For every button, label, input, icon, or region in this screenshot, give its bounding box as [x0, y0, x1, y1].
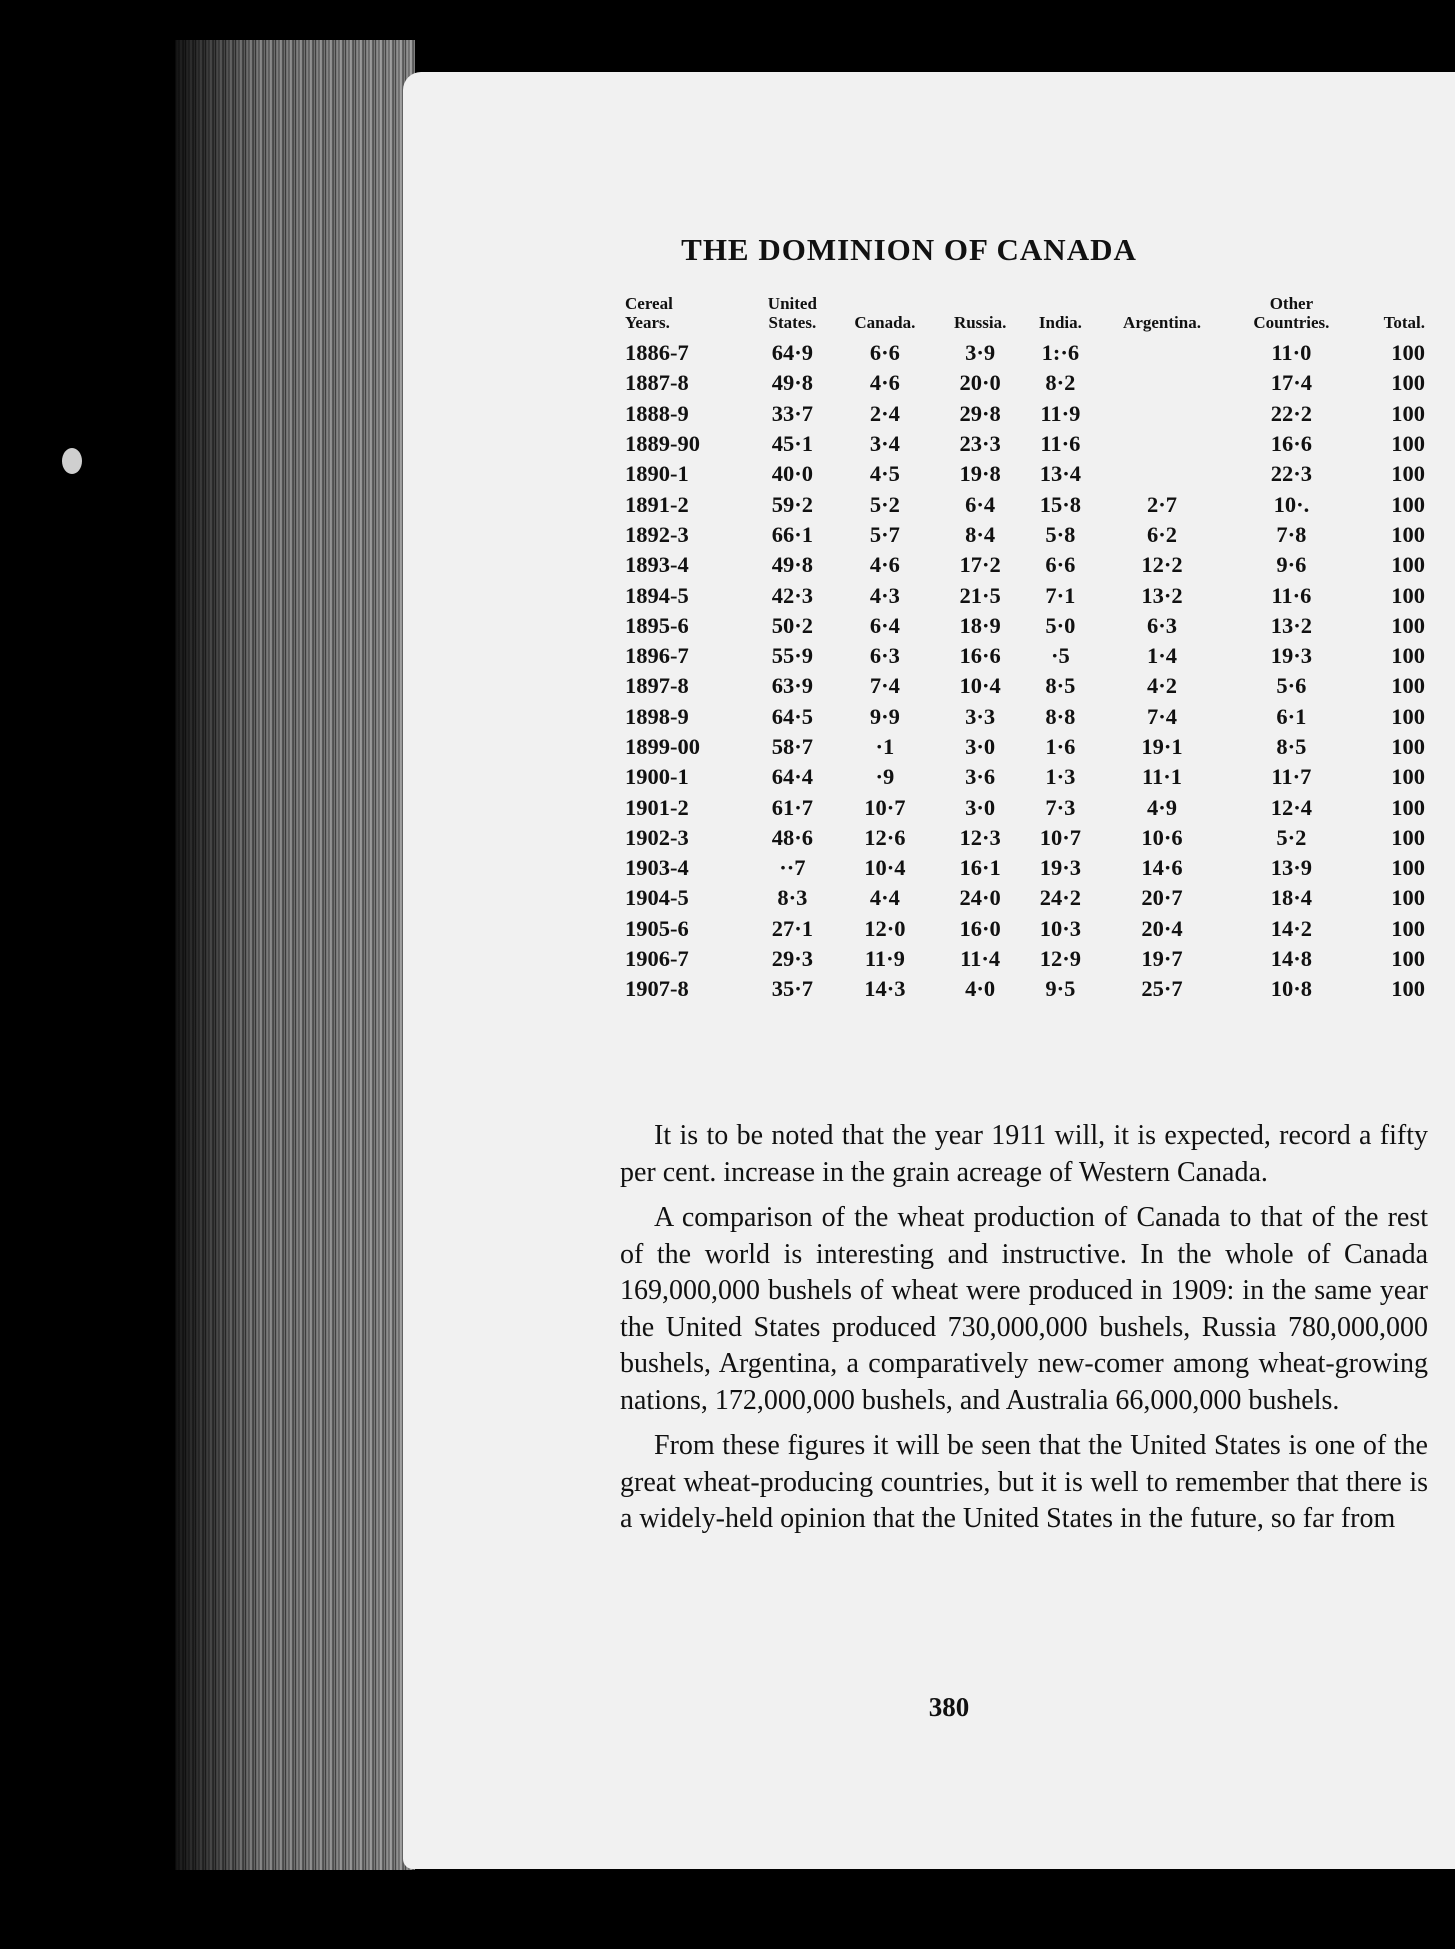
cell-argentina: 19·1	[1141, 734, 1183, 759]
cell-total: 100	[1391, 521, 1425, 547]
cell-russia: 20·0	[959, 370, 1001, 396]
cell-year: 1895-6	[625, 612, 689, 638]
table-row	[625, 762, 1425, 792]
cell-russia: 16·1	[959, 855, 1001, 881]
body-text	[620, 1118, 1428, 1547]
cell-total: 100	[1391, 764, 1425, 790]
cell-total: 100	[1391, 461, 1425, 487]
cell-united-states: 33·7	[771, 400, 813, 426]
cell-argentina: 13·2	[1141, 582, 1183, 608]
cell-canada: 6·4	[869, 612, 900, 638]
cell-year: 1894-5	[625, 582, 689, 608]
table-row	[625, 459, 1425, 489]
cell-russia: 3·3	[965, 703, 996, 729]
cell-year: 1888-9	[625, 400, 689, 426]
header-argentina: Argentina.	[1123, 313, 1201, 332]
cell-united-states: 50·2	[771, 612, 813, 638]
cell-year: 1901-2	[625, 794, 689, 820]
cell-year: 1886-7	[625, 340, 689, 366]
cell-russia: 3·9	[965, 340, 996, 366]
cell-united-states: 64·5	[771, 703, 813, 729]
table-row	[625, 641, 1425, 671]
table-row	[625, 792, 1425, 822]
cell-russia: 17·2	[959, 552, 1001, 578]
cell-argentina: 1·4	[1147, 643, 1178, 669]
cell-total: 100	[1391, 582, 1425, 608]
cell-other-countries: 13·9	[1270, 855, 1313, 881]
cell-other-countries: 5·6	[1276, 673, 1307, 699]
cell-united-states: 49·8	[771, 552, 813, 578]
cell-canada: 10·7	[864, 794, 906, 820]
cell-other-countries: 11·7	[1271, 764, 1312, 790]
header-india: India.	[1038, 313, 1082, 332]
cell-year: 1889-90	[625, 431, 700, 457]
table-row	[625, 883, 1425, 913]
cell-argentina: 19·7	[1141, 946, 1183, 972]
cell-russia: 12·3	[959, 824, 1001, 850]
cell-total: 100	[1391, 855, 1425, 881]
cell-india: ·5	[1050, 643, 1070, 669]
cell-other-countries: 16·6	[1270, 431, 1313, 457]
table-row	[625, 671, 1425, 701]
table-body	[625, 338, 1425, 1005]
cell-united-states: 66·1	[771, 521, 813, 547]
cell-argentina	[1097, 399, 1228, 429]
cell-canada: 4·6	[869, 370, 900, 396]
header-line: Years.	[625, 313, 670, 332]
cell-canada: ·1	[875, 734, 895, 759]
cell-other-countries: 8·5	[1276, 734, 1307, 759]
cell-other-countries: 11·0	[1271, 340, 1312, 366]
cell-year: 1905-6	[625, 915, 689, 941]
cell-russia: 3·0	[965, 794, 996, 820]
book-page-edges	[175, 40, 415, 1870]
table-row	[625, 429, 1425, 459]
cell-total: 100	[1391, 734, 1425, 759]
cell-united-states: 35·7	[771, 976, 813, 1002]
cell-argentina: 4·9	[1147, 794, 1178, 820]
cell-russia: 18·9	[959, 612, 1001, 638]
cell-united-states: 61·7	[771, 794, 813, 820]
cell-year: 1896-7	[625, 643, 689, 669]
cell-other-countries: 22·2	[1270, 400, 1313, 426]
cell-russia: 3·0	[965, 734, 996, 759]
cell-russia: 16·6	[959, 643, 1001, 669]
cell-united-states: 8·3	[777, 885, 808, 911]
cell-other-countries: 9·6	[1276, 552, 1307, 578]
cell-united-states: 63·9	[771, 673, 813, 699]
header-other-countries	[1228, 294, 1356, 338]
cell-total: 100	[1391, 976, 1425, 1002]
cell-india: 12·9	[1039, 946, 1081, 972]
cell-canada: 6·6	[869, 340, 900, 366]
cell-united-states: 29·3	[771, 946, 813, 972]
cell-india: 10·7	[1039, 824, 1081, 850]
cell-argentina: 4·2	[1147, 673, 1178, 699]
paragraph: It is to be noted that the year 1911 will, it is expected, record a fifty per cent. increase in the grain acreage of Western Canada.	[620, 1120, 1428, 1188]
cell-canada: 7·4	[869, 673, 900, 699]
cell-india: 7·3	[1045, 794, 1076, 820]
cell-russia: 19·8	[959, 461, 1001, 487]
cell-other-countries: 22·3	[1270, 461, 1313, 487]
cell-other-countries: 13·2	[1270, 612, 1313, 638]
cell-year: 1890-1	[625, 461, 689, 487]
cell-india: 19·3	[1039, 855, 1081, 881]
cell-year: 1903-4	[625, 855, 689, 881]
header-total: Total.	[1383, 313, 1425, 332]
cell-india: 9·5	[1045, 976, 1076, 1002]
cell-india: 5·8	[1045, 521, 1076, 547]
header-line: Cereal	[625, 294, 673, 313]
cell-india: 13·4	[1039, 461, 1081, 487]
table-row	[625, 732, 1425, 762]
cell-russia: 8·4	[965, 521, 996, 547]
cell-india: 11·9	[1040, 400, 1081, 426]
cell-total: 100	[1391, 643, 1425, 669]
table-row	[625, 399, 1425, 429]
cell-total: 100	[1391, 370, 1425, 396]
cell-total: 100	[1391, 612, 1425, 638]
table-row	[625, 702, 1425, 732]
cell-india: 8·8	[1045, 703, 1076, 729]
cell-other-countries: 14·8	[1270, 946, 1313, 972]
cell-canada: 3·4	[869, 431, 900, 457]
cell-year: 1898-9	[625, 703, 689, 729]
cell-year: 1899-00	[625, 734, 700, 759]
cell-india: 7·1	[1045, 582, 1076, 608]
cell-united-states: ··7	[779, 855, 806, 881]
cell-india: 8·2	[1045, 370, 1076, 396]
cell-russia: 23·3	[959, 431, 1001, 457]
table-row	[625, 580, 1425, 610]
cell-total: 100	[1391, 491, 1425, 517]
cell-argentina: 2·7	[1147, 491, 1178, 517]
cell-total: 100	[1391, 824, 1425, 850]
cell-russia: 16·0	[959, 915, 1001, 941]
cell-united-states: 64·4	[771, 764, 813, 790]
cell-united-states: 49·8	[771, 370, 813, 396]
cell-india: 1·6	[1045, 734, 1076, 759]
header-line: States.	[768, 313, 817, 332]
cell-total: 100	[1391, 794, 1425, 820]
table-row	[625, 489, 1425, 519]
running-head: THE DOMINION OF CANADA	[681, 232, 1137, 267]
cell-argentina: 20·4	[1141, 915, 1183, 941]
cell-india: 10·3	[1039, 915, 1081, 941]
cell-year: 1893-4	[625, 552, 689, 578]
cell-united-states: 58·7	[771, 734, 813, 759]
cell-other-countries: 18·4	[1270, 885, 1313, 911]
header-line: Countries.	[1253, 313, 1330, 332]
cell-other-countries: 10·8	[1270, 976, 1313, 1002]
table-row	[625, 368, 1425, 398]
cell-india: 15·8	[1039, 491, 1081, 517]
cell-india: 1·3	[1045, 764, 1076, 790]
header-canada: Canada.	[854, 313, 916, 332]
cell-united-states: 48·6	[771, 824, 813, 850]
cell-canada: 10·4	[864, 855, 906, 881]
cell-other-countries: 6·1	[1276, 703, 1307, 729]
cell-year: 1900-1	[625, 764, 689, 790]
cell-total: 100	[1391, 552, 1425, 578]
cell-russia: 3·6	[965, 764, 996, 790]
cell-other-countries: 12·4	[1270, 794, 1313, 820]
cell-canada: 5·7	[869, 521, 900, 547]
cell-canada: 5·2	[869, 491, 900, 517]
cell-india: 24·2	[1039, 885, 1081, 911]
cell-total: 100	[1391, 946, 1425, 972]
cell-other-countries: 19·3	[1270, 643, 1313, 669]
header-line: Other	[1269, 294, 1314, 313]
cell-argentina: 6·3	[1147, 612, 1178, 638]
cell-argentina: 11·1	[1142, 764, 1183, 790]
cell-canada: 4·5	[869, 461, 900, 487]
cell-india: 11·6	[1040, 431, 1081, 457]
cell-total: 100	[1391, 673, 1425, 699]
cell-total: 100	[1391, 340, 1425, 366]
cell-united-states: 40·0	[771, 461, 813, 487]
cell-total: 100	[1391, 885, 1425, 911]
cell-year: 1887-8	[625, 370, 689, 396]
header-united-states	[751, 294, 834, 338]
cell-total: 100	[1391, 703, 1425, 729]
table-row	[625, 611, 1425, 641]
cell-united-states: 42·3	[771, 582, 813, 608]
cell-other-countries: 17·4	[1270, 370, 1313, 396]
cell-argentina: 10·6	[1141, 824, 1183, 850]
cell-argentina: 6·2	[1147, 521, 1178, 547]
book-page	[403, 72, 1455, 1869]
cell-total: 100	[1391, 431, 1425, 457]
header-cereal-years	[625, 294, 751, 338]
cell-argentina	[1097, 368, 1228, 398]
cell-united-states: 64·9	[771, 340, 813, 366]
cell-other-countries: 11·6	[1271, 582, 1312, 608]
cell-canada: 6·3	[869, 643, 900, 669]
header-russia: Russia.	[953, 313, 1007, 332]
cell-russia: 4·0	[965, 976, 996, 1002]
cell-argentina	[1097, 459, 1228, 489]
cell-russia: 24·0	[959, 885, 1001, 911]
cell-year: 1902-3	[625, 824, 689, 850]
cell-total: 100	[1391, 400, 1425, 426]
cell-canada: 12·0	[864, 915, 906, 941]
cell-canada: 2·4	[869, 400, 900, 426]
cell-argentina	[1097, 429, 1228, 459]
cell-canada: 14·3	[864, 976, 906, 1002]
page-number: 380	[928, 1692, 970, 1722]
cell-united-states: 27·1	[771, 915, 813, 941]
cell-canada: 4·6	[869, 552, 900, 578]
cell-russia: 11·4	[960, 946, 1001, 972]
table-row	[625, 338, 1425, 368]
cell-other-countries: 7·8	[1276, 521, 1307, 547]
cell-united-states: 45·1	[771, 431, 813, 457]
paragraph: A comparison of the wheat production of Canada to that of the rest of the world is interesting and instructive. In the whole of Canada 169,000,000 bushels of wheat were produced in 1909: in the same year the United States produced 730,000,000 bushels, Russia 780,000,000 bushels, Argentina, a comparatively new-comer among wheat-growing nations, 172,000,000 bushels, and Australia 66,000,000 bushels.	[620, 1202, 1428, 1416]
cell-other-countries: 5·2	[1276, 824, 1307, 850]
table-header-row	[625, 294, 1425, 338]
cell-argentina	[1097, 338, 1228, 368]
table-row	[625, 914, 1425, 944]
cell-argentina: 12·2	[1141, 552, 1183, 578]
scan-speck	[62, 448, 82, 474]
cell-india: 6·6	[1045, 552, 1076, 578]
cell-year: 1891-2	[625, 491, 689, 517]
cell-canada: 11·9	[864, 946, 905, 972]
cell-argentina: 7·4	[1147, 703, 1178, 729]
header-line: United	[767, 294, 817, 313]
cell-russia: 21·5	[959, 582, 1001, 608]
table-row	[625, 853, 1425, 883]
table-row	[625, 520, 1425, 550]
cell-india: 8·5	[1045, 673, 1076, 699]
cell-year: 1897-8	[625, 673, 689, 699]
cell-canada: 9·9	[869, 703, 900, 729]
cell-argentina: 14·6	[1141, 855, 1183, 881]
table-row	[625, 550, 1425, 580]
cell-year: 1892-3	[625, 521, 689, 547]
cell-united-states: 59·2	[771, 491, 813, 517]
table-row	[625, 823, 1425, 853]
cell-year: 1907-8	[625, 976, 689, 1002]
table-row	[625, 974, 1425, 1004]
cell-other-countries: 14·2	[1270, 915, 1313, 941]
cell-russia: 29·8	[959, 400, 1001, 426]
cell-india: 5·0	[1045, 612, 1076, 638]
cell-canada: ·9	[875, 764, 895, 790]
paragraph: From these figures it will be seen that the United States is one of the great wheat-producing countries, but it is well to remember that there is a widely-held opinion that the United States in the future, so far from	[620, 1430, 1428, 1534]
cell-year: 1906-7	[625, 946, 689, 972]
cell-argentina: 25·7	[1141, 976, 1183, 1002]
cell-russia: 6·4	[965, 491, 996, 517]
cell-canada: 4·4	[869, 885, 900, 911]
cell-year: 1904-5	[625, 885, 689, 911]
table-row	[625, 944, 1425, 974]
cell-russia: 10·4	[959, 673, 1001, 699]
cell-india: 1:·6	[1041, 340, 1080, 366]
wheat-share-table	[625, 294, 1425, 1005]
cell-united-states: 55·9	[771, 643, 813, 669]
cell-argentina: 20·7	[1141, 885, 1183, 911]
cell-total: 100	[1391, 915, 1425, 941]
cell-other-countries: 10·.	[1273, 491, 1310, 517]
cell-canada: 4·3	[869, 582, 900, 608]
cell-canada: 12·6	[864, 824, 906, 850]
